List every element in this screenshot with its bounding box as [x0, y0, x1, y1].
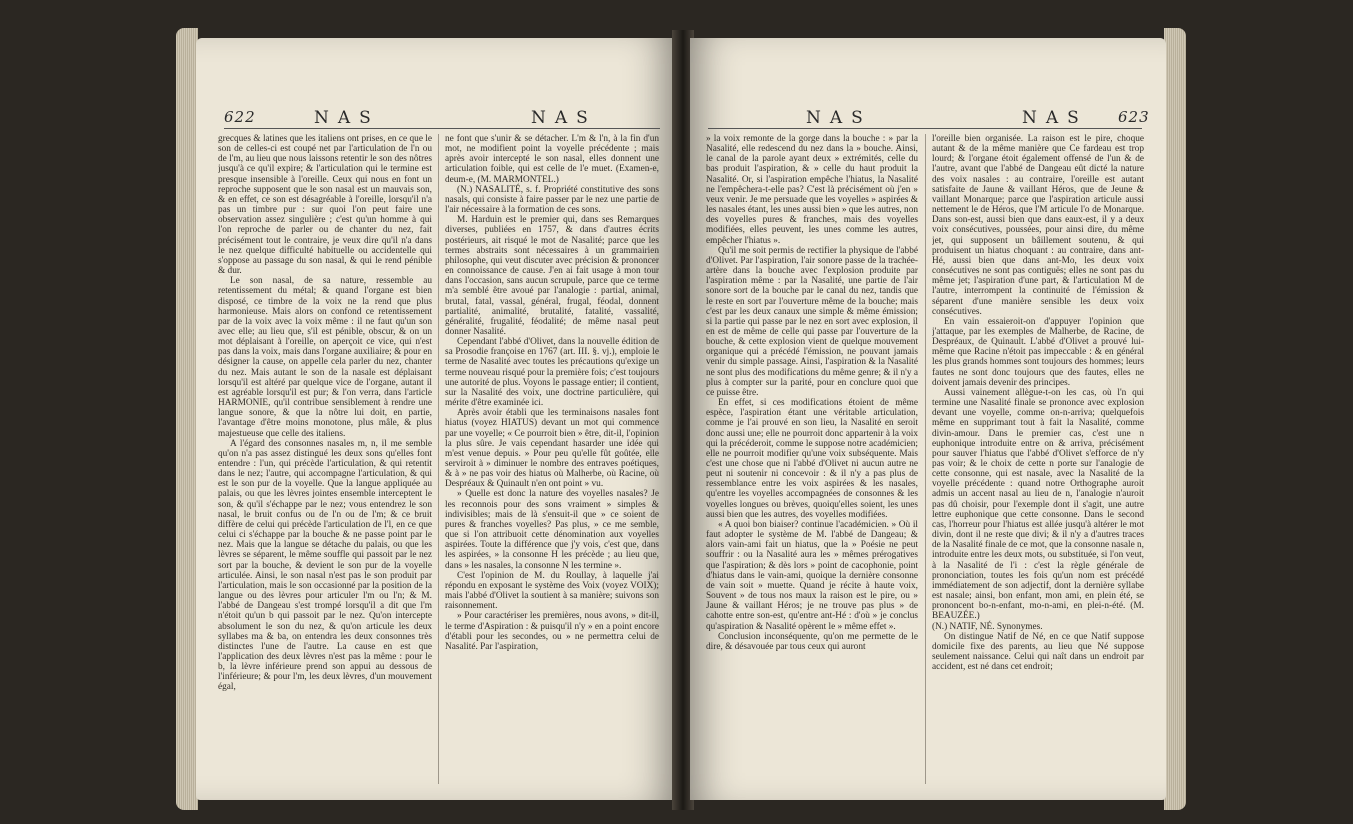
right-page-number: 623	[1118, 108, 1150, 126]
paragraph: A l'égard des consonnes nasales m, n, il me semble qu'on n'a pas assez distingué les deux sons qu'elles font entendre : l'un, qui précède l'articulation, & qui retentit dans le nez; l'autre, qui accompagne l'articulation, & qui est le son pur de la voyelle. Que la langue appliquée au palais, ou que les lèvres jointes ensemble interceptent le son, & qu'il s'échappe par le nez; vous entendrez le son nasal, le bruit confus ou de l'n ou de l'm; & ce bruit diffère de celui qui précède l'articulation de l'l, en ce que celui ci s'échappe par la bouche & ne passe point par le nez. Mais que la langue se détache du palais, ou que les lèvres se séparent, le même souffle qui passoit par le nez sort par la bouche, & devient le son pur de la voyelle articulée. Ainsi, le son nasal n'est pas le son produit par l'articulation, mais le son occasionné par la position de la langue ou des lèvres pour articuler l'm ou l'n; & M. l'abbé de Dangeau s'est trompé lorsqu'il a dit que l'm n'étoit qu'un b qui passoit par le nez. Qu'on intercepte absolument le son du nez, & qu'on articule les deux syllabes ma & ba, on entendra les deux consonnes très distinctes l'une de l'autre. La cause en est que l'application des deux lèvres n'est pas la même : pour le b, la lèvre inférieure prend son appui au dessous de l'inférieure; & pour l'm, les deux lèvres, d'un mouvement égal,	[218, 438, 432, 693]
paragraph: l'oreille bien organisée. La raison est le pire, choque autant & de la même manière que Ce fardeau est trop lourd; & l'organe étoit également offensé de l'un & de l'autre, avant que l'abbé de Dangeau eût dicté la nature des voix nasales : au contraire, l'oreille est autant satisfaite de Jaune & vaillant Héros, que de Jeune & vaillant Monarque; parce que l'aspiration articule aussi nettement le de Héros, que l'M articule l'o de Monarque. Dans son-est, aussi bien que dans eaux-est, il y a deux voix consécutives, poussées, pour ainsi dire, du même jet, qui supposent un bâillement soutenu, & qui produisent un hiatus choquant : au contraire, dans ant-Hé, aussi bien que dans ant-Mo, les deux voix consécutives ne sont pas contiguës; elles ne sont pas du même jet; l'aspiration d'une part, & l'articulation M de l'autre, interrompent la continuité de l'émission & séparent d'une manière sensible les deux voix consécutives.	[932, 134, 1144, 317]
paragraph: Qu'il me soit permis de rectifier la physique de l'abbé d'Olivet. Par l'aspiration, l'air sonore passe de la trachée-artère dans la bouche avec l'explosion produite par l'aspiration même : par la Nasalité, une partie de l'air sonore sort de la bouche par le canal du nez, tandis que le reste en sort par l'ouverture même de la bouche; mais c'est par les deux canaux une simple & même émission; si la partie qui passe par le nez en sort avec explosion, il en est de même de celle qui passe par l'ouverture de la bouche, & cette explosion vient de quelque mouvement organique qui a précédé l'émission, ne pouvant jamais venir du simple passage. Ainsi, l'aspiration & la Nasalité ne sont plus des modifications du même genre; & il n'y a plus à compter sur la parité, pour en conclure quoi que ce puisse être.	[706, 245, 918, 398]
paragraph: En effet, si ces modifications étoient de même espèce, l'aspiration étant une véritable articulation, comme je l'ai prouvé en son lieu, la Nasalité en seroit donc aussi une; elle ne pourroit donc appartenir à la voix qui la précéderoit, comme le suppose notre académicien; elle ne pourroit modifier qu'une voix subséquente. Mais c'est une chose que ni l'abbé d'Olivet ni aucun autre ne peut ni soutenir ni concevoir : & il n'y a pas plus de ressemblance entre les voix aspirées & les nasales, qu'entre les voyelles accompagnées de consonnes & les voyelles longues ou brèves, quoiqu'elles soient, les unes aussi bien que les autres, des voyelles modifiées.	[706, 398, 918, 520]
left-column-separator	[438, 134, 439, 784]
left-column-2	[445, 134, 659, 790]
paragraph: « A quoi bon biaiser? continue l'académicien. » Où il faut adopter le système de M. l'abbé de Dangeau; & alors vain-ami fait un hiatus, que la » Poésie ne peut souffrir : ou la Nasalité aura les » mêmes prérogatives que l'aspiration; & dès lors » point de cacophonie, point d'hiatus dans le vain-ami, quoique la dernière consonne de vain soit » muette. Quand je récite à haute voix, Souvent » de tous nos maux la raison est le pire, ou » Jaune & vaillant Héros; je ne trouve pas plus » de cahotte entre son-est, qu'entre ant-Hé : d'où » je conclus qu'aspiration & Nasalité opèrent le » même effet ».	[706, 519, 918, 632]
left-headword-2: NAS	[531, 108, 597, 128]
right-headword-2: NAS	[1022, 108, 1088, 128]
right-headword-1: NAS	[806, 108, 872, 128]
left-page	[196, 38, 674, 800]
left-header-rule	[224, 128, 660, 129]
entry-natif-ne: (N.) NATIF, NÉ. Synonymes.	[932, 621, 1043, 632]
right-page-edges	[1164, 28, 1186, 810]
left-column-1	[218, 134, 432, 790]
paragraph: Conclusion inconséquente, qu'on me permette de le dire, & désavouée par tous ceux qui auront	[706, 631, 918, 652]
paragraph: » Pour caractériser les premières, nous avons, » dit-il, le terme d'Aspiration : & puisqu'il n'y » en a point encore d'établi pour les secondes, ou » ne permettra celui de Nasalité. Par l'aspiration,	[445, 611, 659, 652]
paragraph: Cependant l'abbé d'Olivet, dans la nouvelle édition de sa Prosodie françoise en 1767 (art. III. §. vj.), emploie le terme de Nasalité avec toutes les précautions qu'exige un terme nouveau risqué pour la première fois; c'est toujours une autorité de plus. Voyons le passage entier; il contient, sur la Nasalité des voix, une doctrine particulière, qui mérite d'être examinée ici.	[445, 337, 659, 409]
paragraph: En vain essaieroit-on d'appuyer l'opinion que j'attaque, par les exemples de Malherbe, de Racine, de Despréaux, de Quinault. L'abbé d'Olivet a prouvé lui-même que Racine n'étoit pas impeccable : & en général les plus grands hommes sont toujours des hommes; leurs fautes ne sont donc toujours que des fautes, elles ne doivent jamais devenir des principes.	[932, 316, 1144, 388]
paragraph: On distingue Natif de Né, en ce que Natif suppose domicile fixe des parents, au lieu que Né suppose seulement naissance. Celui qui naît dans un endroit par accident, est né dans cet endroit;	[932, 631, 1144, 673]
left-headword-1: NAS	[314, 108, 380, 128]
right-column-2	[932, 134, 1144, 790]
paragraph: » Quelle est donc la nature des voyelles nasales? Je les reconnois pour des sons vraiment » simples & indivisibles; mais de là s'ensuit-il que » ce soient de pures & franches voyelles? Pas plus, » ce me semble, que si l'on attribuoit cette dénomination aux voyelles aspirées. Toute la différence que j'y vois, c'est que, dans les aspirées, » la consonne H les précède ; au lieu que, dans » les nasales, la consonne N les termine ».	[445, 489, 659, 571]
right-header-rule	[708, 128, 1142, 129]
entry-nasalite: (N.) NASALITÉ, s. f. Propriété constitutive des sons nasals, qui consiste à faire passer par le nez une partie de l'air nécessaire à la formation de ces sons.	[445, 184, 659, 216]
paragraph: Après avoir établi que les terminaisons nasales font hiatus (voyez HIATUS) devant un mot qui commence par une voyelle; « Ce pourroit bien » être, dit-il, l'opinion la plus sûre. Je vais cependant hasarder une idée qui m'est venue depuis. » Pour peu qu'elle fût goûtée, elle serviroit à » diminuer le nombre des entraves poétiques, & à » ne pas voir des hiatus où Malherbe, où Racine, où Despréaux & Quinault n'en ont point » vu.	[445, 408, 659, 490]
right-column-1	[706, 134, 918, 790]
left-page-edges	[176, 28, 198, 810]
right-page	[690, 38, 1166, 800]
paragraph: » la voix remonte de la gorge dans la bouche : » par la Nasalité, elle redescend du nez dans la » bouche. Ainsi, le canal de la parole ayant deux » extrémités, celle du bas produit l'aspiration, & » celle du haut produit la Nasalité. Or, si l'aspiration empêche l'hiatus, la Nasalité ne l'empêchera-t-elle pas? C'est là précisément où j'en » veux venir. Je me persuade que les voyelles » aspirées & les nasales étant, les unes aussi bien » que les autres, non des voyelles pures & franches, mais des voyelles modifiées, elles peuvent, les unes comme les autres, empêcher l'hiatus ».	[706, 134, 918, 246]
paragraph: Aussi vainement allègue-t-on les cas, où l'n qui termine une Nasalité finale se prononce avec explosion devant une voyelle, comme on-n-arriva; quelquefois même en supprimant tout à fait la Nasalité, comme divin-amour. Dans le premier cas, c'est une n euphonique introduite entre on & arriva, précisément pour sauver l'hiatus que l'abbé d'Olivet s'efforce de n'y pas voir; & le choix de cette n porte sur l'analogie de cette consonne, qui est nasale, avec la Nasalité de la voyelle précédente : quand notre Orthographe auroit admis un accent nasal au lieu de n, l'analogie n'auroit pas dû choisir, pour l'exemple dont il s'agit, une autre lettre euphonique que cette consonne. Dans le second cas, l'horreur pour l'hiatus est allée jusqu'à altérer le mot divin, dont il ne reste que divi; & il n'y a d'autres traces de la Nasalité finale de ce mot, que la consonne nasale n, introduite entre les deux mots, ou substituée, si l'on veut, à la Nasalité de l'i : c'est la règle générale de prononciation, toutes les fois qu'un nom est précédé immédiatement de son adjectif, dont la dernière syllabe est nasale; ainsi, bon enfant, mon ami, en plein été, se prononcent bo-n-enfant, mo-n-ami, en plei-n-été. (M. BEAUZÉE.)	[932, 387, 1144, 622]
paragraph: C'est l'opinion de M. du Roullay, à laquelle j'ai répondu en exposant le système des Voix (voyez VOIX); mais l'abbé d'Olivet la soutient à sa manière; suivons son raisonnement.	[445, 570, 659, 612]
left-page-number: 622	[224, 108, 256, 126]
paragraph: M. Harduin est le premier qui, dans ses Remarques diverses, publiées en 1757, & dans d'autres écrits postérieurs, ait risqué le mot de Nasalité; parce que les termes abstraits sont nécessaires à un grammairien philosophe, qui veut discuter avec précision & prononcer en connoissance de cause. J'en ai fait usage à mon tour dans l'occasion, sans aucun scrupule, parce que ce terme m'a semblé être avoué par l'analogie : partial, animal, brutal, fatal, vassal, général, frugal, féodal, donnent partialité, animalité, brutalité, fatalité, vassalité, généralité, frugalité, féodalité; de même nasal peut donner Nasalité.	[445, 215, 659, 337]
paragraph: Le son nasal, de sa nature, ressemble au retentissement du métal; & quand l'organe est bien disposé, ce timbre de la voix ne la rend que plus harmonieuse. Mais alors on confond ce retentissement par de la voix avec la voix même : il ne faut qu'un son avec elle; au lieu que, s'il est pénible, obscur, & on un mot déplaisant à l'oreille, on aperçoit ce vice, qui n'est pas dans la voix, mais dans l'organe auxiliaire; & pour en désigner la cause, on appelle cela parler du nez, chanter du nez. Mais autant le son de la nasale est déplaisant lorsqu'il est altéré par quelque vice de l'organe, autant il est agréable lorsqu'il est pur; & l'on verra, dans l'article HARMONIE, qu'il contribue sensiblement à rendre une langue sonore, & que la nôtre lui doit, en partie, l'avantage d'être moins monotone, plus mâle, & plus majestueuse que celle des italiens.	[218, 276, 432, 439]
paragraph: grecques & latines que les italiens ont prises, en ce que le son de celles-ci est coupé net par l'articulation de l'n ou de l'm, au lieu que nous laissons retentir le son des nôtres jusqu'à ce qu'il expire; & l'articulation qui le termine est presque insensible à l'oreille. Ceux qui nous en font un reproche supposent que le son nasal est un mauvais son, & en effet, ce son est désagréable à l'oreille, lorsqu'il n'a pas un timbre pur : sur quoi l'on peut faire une observation assez singulière ; c'est qu'un homme à qui l'on reproche de parler ou de chanter du nez, fait précisément tout le contraire, je veux dire qu'il n'a dans le nez quelque difficulté habituelle ou accidentelle qui s'oppose au passage du son nasal, & qui le rend pénible & dur.	[218, 134, 432, 277]
right-column-separator	[925, 134, 926, 784]
paragraph: ne font que s'unir & se détacher. L'm & l'n, à la fin d'un mot, ne modifient point la voyelle précédente ; mais après avoir intercepté le son nasal, elles donnent une articulation foible, qui est celle de l'e muet. (Examen-e, deum-e, (M. MARMONTEL.)	[445, 134, 659, 185]
